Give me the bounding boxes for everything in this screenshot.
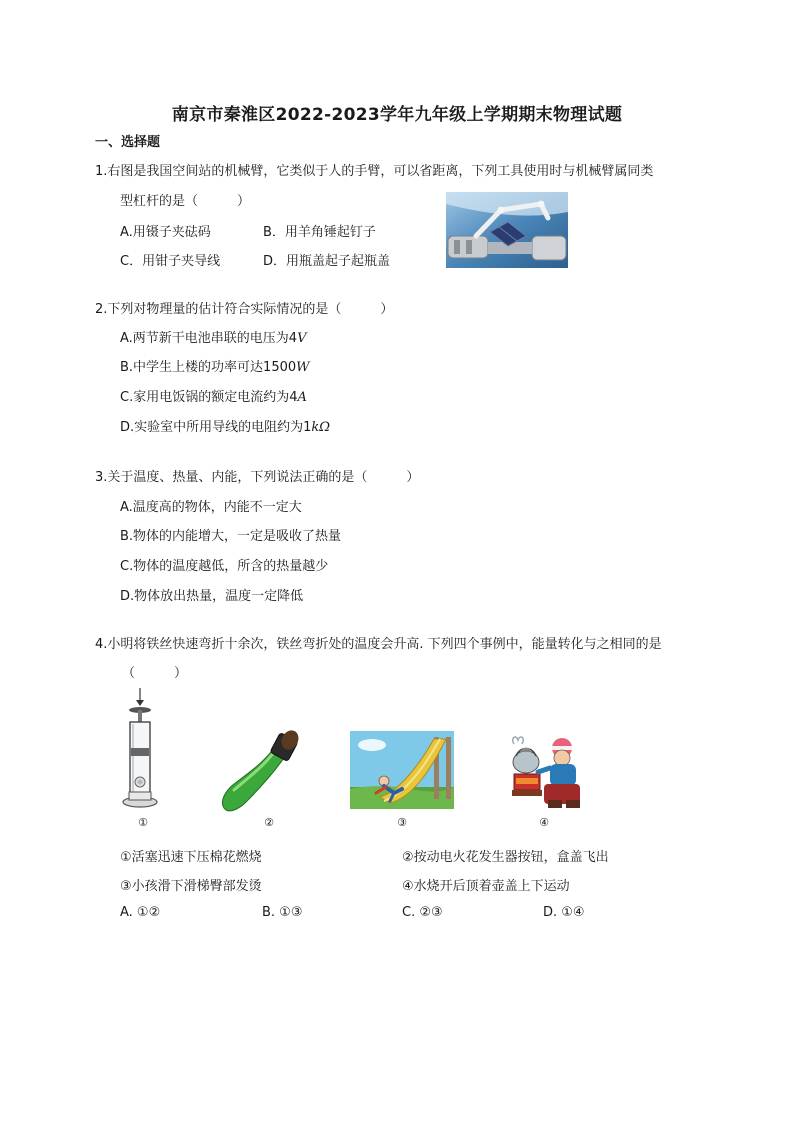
- q1-option-d: D．用瓶盖起子起瓶盖: [263, 254, 391, 269]
- q2-option-d-unit: kΩ: [311, 420, 331, 435]
- q3-stem: 3.关于温度、热量、内能，下列说法正确的是（ ）: [95, 470, 420, 485]
- q2-stem: 2.下列对物理量的估计符合实际情况的是（ ）: [95, 302, 394, 317]
- q2-option-c-text: C.家用电饭锅的额定电流约为4: [120, 390, 298, 405]
- q4-item-1: ①活塞迅速下压棉花燃烧: [120, 850, 262, 865]
- q4-choice-d: D. ①④: [543, 905, 585, 920]
- q4-stem-line1: 4.小明将铁丝快速弯折十余次，铁丝弯折处的温度会升高. 下列四个事例中，能量转化与之相同的是: [95, 637, 662, 652]
- space-station-arm-photo-icon: [446, 192, 568, 268]
- q1-stem-line1: 1.右图是我国空间站的机械臂，它类似于人的手臂，可以省距离，下列工具使用时与机械臂属同类: [95, 164, 654, 179]
- q2-option-c: [120, 386, 307, 405]
- q4-item-4: ④水烧开后顶着壶盖上下运动: [402, 879, 570, 894]
- boiling-kettle-icon: [506, 734, 590, 810]
- q3-option-a: A.温度高的物体，内能不一定大: [120, 500, 302, 515]
- q2-option-a-unit: V: [297, 331, 307, 346]
- q1-stem-line2: 型杠杆的是（ ）: [120, 194, 251, 209]
- q3-option-b: B.物体的内能增大，一定是吸收了热量: [120, 529, 342, 544]
- q4-item-2: ②按动电火花发生器按钮，盒盖飞出: [402, 850, 609, 865]
- q4-stem-line2: （ ）: [122, 666, 188, 681]
- figure-caption-1: ①: [138, 816, 148, 829]
- section-heading: 一、选择题: [95, 135, 161, 150]
- figure-caption-3: ③: [397, 816, 407, 829]
- q4-choice-b: B. ①③: [262, 905, 303, 920]
- q2-option-b-unit: W: [296, 360, 310, 375]
- q2-option-d-text: D.实验室中所用导线的电阻约为1: [120, 420, 312, 435]
- q3-option-d: D.物体放出热量，温度一定降低: [120, 589, 304, 604]
- q1-option-a: A.用镊子夹砝码: [120, 225, 211, 240]
- figure-caption-2: ②: [264, 816, 274, 829]
- q2-option-a-text: A.两节新干电池串联的电压为4: [120, 331, 298, 346]
- page-title: 南京市秦淮区2022-2023学年九年级上学期期末物理试题: [171, 105, 623, 125]
- q2-option-d: [120, 416, 330, 435]
- q4-choice-a: A. ①②: [120, 905, 161, 920]
- spark-generator-tube-icon: [216, 722, 306, 814]
- piston-cylinder-icon: [118, 688, 166, 812]
- q2-option-a: [120, 327, 306, 346]
- q2-option-c-unit: A: [297, 390, 307, 405]
- child-on-slide-icon: [350, 731, 454, 809]
- q4-choice-c: C. ②③: [402, 905, 443, 920]
- q4-item-3: ③小孩滑下滑梯臀部发烫: [120, 879, 262, 894]
- q2-option-b-text: B.中学生上楼的功率可达1500: [120, 360, 297, 375]
- q1-option-c: C．用钳子夹导线: [120, 254, 221, 269]
- q3-option-c: C.物体的温度越低，所含的热量越少: [120, 559, 329, 574]
- q1-option-b: B．用羊角锤起钉子: [263, 225, 376, 240]
- q2-option-b: [120, 356, 310, 375]
- figure-caption-4: ④: [539, 816, 549, 829]
